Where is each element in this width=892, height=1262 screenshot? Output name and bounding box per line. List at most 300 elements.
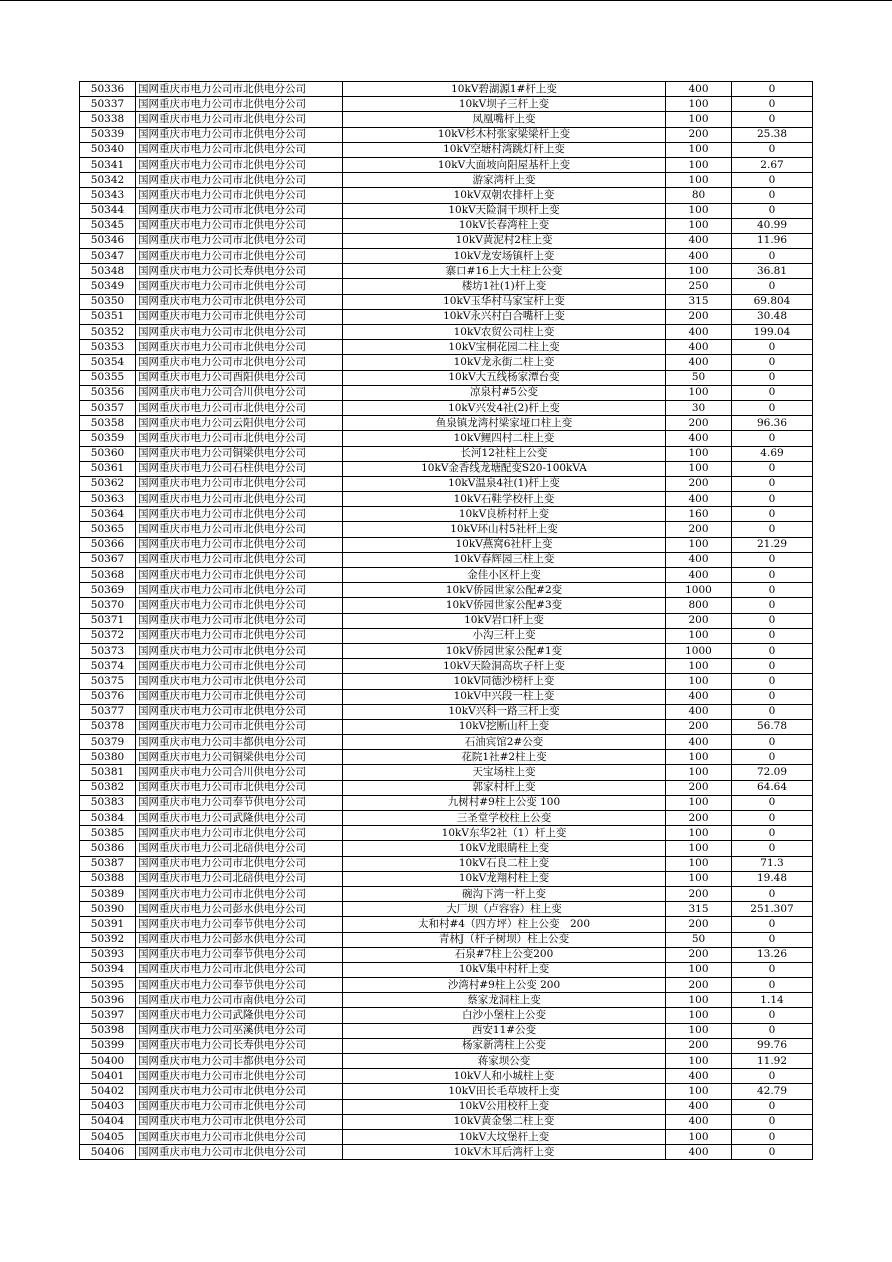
row-company-cell: 国网重庆市电力公司奉节供电分公司 <box>136 947 343 962</box>
row-value-cell: 71.3 <box>732 856 813 871</box>
row-value-cell: 40.99 <box>732 218 813 233</box>
row-transformer-name-cell: 10kV兴发4社(2)杆上变 <box>343 400 666 415</box>
row-value-cell: 0 <box>732 279 813 294</box>
row-value-cell: 0 <box>732 1129 813 1144</box>
row-capacity-cell: 100 <box>666 218 732 233</box>
row-value-cell: 2.67 <box>732 157 813 172</box>
row-company-cell: 国网重庆市电力公司市北供电分公司 <box>136 780 343 795</box>
table-row <box>80 492 813 507</box>
row-company-cell: 国网重庆市电力公司市北供电分公司 <box>136 233 343 248</box>
row-transformer-name-cell: 10kV鲤四村二柱上变 <box>343 431 666 446</box>
table-row <box>80 856 813 871</box>
row-id-cell: 50390 <box>80 902 136 917</box>
row-value-cell: 0 <box>732 583 813 598</box>
row-company-cell: 国网重庆市电力公司市北供电分公司 <box>136 719 343 734</box>
row-capacity-cell: 100 <box>666 142 732 157</box>
row-capacity-cell: 100 <box>666 628 732 643</box>
row-id-cell: 50382 <box>80 780 136 795</box>
row-id-cell: 50366 <box>80 537 136 552</box>
row-capacity-cell: 200 <box>666 476 732 491</box>
row-id-cell: 50383 <box>80 795 136 810</box>
table-row <box>80 613 813 628</box>
row-transformer-name-cell: 10kV龙翔村柱上变 <box>343 871 666 886</box>
table-row <box>80 1145 813 1160</box>
row-capacity-cell: 100 <box>666 795 732 810</box>
row-capacity-cell: 100 <box>666 385 732 400</box>
row-company-cell: 国网重庆市电力公司铜梁供电分公司 <box>136 446 343 461</box>
row-company-cell: 国网重庆市电力公司丰都供电分公司 <box>136 735 343 750</box>
row-company-cell: 国网重庆市电力公司武隆供电分公司 <box>136 1008 343 1023</box>
row-company-cell: 国网重庆市电力公司彭水供电分公司 <box>136 902 343 917</box>
row-capacity-cell: 100 <box>666 1129 732 1144</box>
row-transformer-name-cell: 10kV春辉园三柱上变 <box>343 552 666 567</box>
row-transformer-name-cell: 沙湾村#9柱上公变 200 <box>343 978 666 993</box>
row-id-cell: 50350 <box>80 294 136 309</box>
row-capacity-cell: 200 <box>666 978 732 993</box>
row-capacity-cell: 100 <box>666 871 732 886</box>
row-company-cell: 国网重庆市电力公司市北供电分公司 <box>136 431 343 446</box>
row-capacity-cell: 200 <box>666 917 732 932</box>
row-value-cell: 0 <box>732 643 813 658</box>
row-value-cell: 0 <box>732 962 813 977</box>
row-id-cell: 50389 <box>80 886 136 901</box>
row-transformer-name-cell: 10kV兴科一路三杆上变 <box>343 704 666 719</box>
row-id-cell: 50340 <box>80 142 136 157</box>
row-id-cell: 50369 <box>80 583 136 598</box>
row-id-cell: 50403 <box>80 1099 136 1114</box>
row-company-cell: 国网重庆市电力公司市北供电分公司 <box>136 552 343 567</box>
row-company-cell: 国网重庆市电力公司市北供电分公司 <box>136 309 343 324</box>
row-capacity-cell: 100 <box>666 1008 732 1023</box>
row-company-cell: 国网重庆市电力公司市北供电分公司 <box>136 583 343 598</box>
row-company-cell: 国网重庆市电力公司市北供电分公司 <box>136 97 343 112</box>
row-capacity-cell: 200 <box>666 780 732 795</box>
table-row <box>80 628 813 643</box>
row-company-cell: 国网重庆市电力公司市北供电分公司 <box>136 82 343 97</box>
row-transformer-name-cell: 10kV杉木村张家梁梁杆上变 <box>343 127 666 142</box>
row-id-cell: 50361 <box>80 461 136 476</box>
row-transformer-name-cell: 白沙小堡柱上公变 <box>343 1008 666 1023</box>
table-row <box>80 400 813 415</box>
row-value-cell: 0 <box>732 97 813 112</box>
row-value-cell: 0 <box>732 355 813 370</box>
row-value-cell: 0 <box>732 188 813 203</box>
row-id-cell: 50345 <box>80 218 136 233</box>
row-value-cell: 56.78 <box>732 719 813 734</box>
row-capacity-cell: 200 <box>666 127 732 142</box>
table-row <box>80 1129 813 1144</box>
row-value-cell: 0 <box>732 841 813 856</box>
row-company-cell: 国网重庆市电力公司市北供电分公司 <box>136 203 343 218</box>
row-transformer-name-cell: 石泉#7柱上公变200 <box>343 947 666 962</box>
row-id-cell: 50342 <box>80 173 136 188</box>
table-row <box>80 947 813 962</box>
row-capacity-cell: 800 <box>666 598 732 613</box>
row-capacity-cell: 200 <box>666 1038 732 1053</box>
row-value-cell: 0 <box>732 826 813 841</box>
table-row <box>80 476 813 491</box>
row-value-cell: 0 <box>732 811 813 826</box>
row-transformer-name-cell: 太和村#4（四方坪）柱上公变 200 <box>343 917 666 932</box>
row-value-cell: 72.09 <box>732 765 813 780</box>
table-row <box>80 188 813 203</box>
row-company-cell: 国网重庆市电力公司巫溪供电分公司 <box>136 1023 343 1038</box>
table-row <box>80 674 813 689</box>
row-company-cell: 国网重庆市电力公司市北供电分公司 <box>136 659 343 674</box>
row-value-cell: 0 <box>732 249 813 264</box>
table-row <box>80 218 813 233</box>
table-row <box>80 233 813 248</box>
row-id-cell: 50381 <box>80 765 136 780</box>
row-id-cell: 50372 <box>80 628 136 643</box>
row-company-cell: 国网重庆市电力公司市北供电分公司 <box>136 689 343 704</box>
table-row <box>80 932 813 947</box>
row-company-cell: 国网重庆市电力公司市北供电分公司 <box>136 886 343 901</box>
row-capacity-cell: 315 <box>666 294 732 309</box>
row-company-cell: 国网重庆市电力公司酉阳供电分公司 <box>136 370 343 385</box>
row-transformer-name-cell: 寨口#16上大土柱上公变 <box>343 264 666 279</box>
row-capacity-cell: 400 <box>666 1099 732 1114</box>
row-value-cell: 0 <box>732 674 813 689</box>
row-transformer-name-cell: 杨家新湾柱上公变 <box>343 1038 666 1053</box>
row-id-cell: 50363 <box>80 492 136 507</box>
row-transformer-name-cell: 10kV公用校杆上变 <box>343 1099 666 1114</box>
row-id-cell: 50380 <box>80 750 136 765</box>
table-row <box>80 1069 813 1084</box>
row-value-cell: 0 <box>732 1008 813 1023</box>
row-capacity-cell: 400 <box>666 431 732 446</box>
row-company-cell: 国网重庆市电力公司铜梁供电分公司 <box>136 750 343 765</box>
row-transformer-name-cell: 10kV天险洞干坝杆上变 <box>343 203 666 218</box>
table-row <box>80 461 813 476</box>
row-id-cell: 50367 <box>80 552 136 567</box>
row-transformer-name-cell: 10kV石良二柱上变 <box>343 856 666 871</box>
row-capacity-cell: 250 <box>666 279 732 294</box>
row-value-cell: 0 <box>732 886 813 901</box>
row-value-cell: 0 <box>732 750 813 765</box>
row-id-cell: 50378 <box>80 719 136 734</box>
row-transformer-name-cell: 10kV木耳后湾杆上变 <box>343 1145 666 1160</box>
table-row <box>80 157 813 172</box>
row-capacity-cell: 400 <box>666 233 732 248</box>
table-row <box>80 1038 813 1053</box>
row-transformer-name-cell: 10kV黄金堡二柱上变 <box>343 1114 666 1129</box>
table-row <box>80 142 813 157</box>
table-row <box>80 598 813 613</box>
row-capacity-cell: 400 <box>666 568 732 583</box>
row-value-cell: 0 <box>732 476 813 491</box>
row-transformer-name-cell: 10kV农贸公司柱上变 <box>343 325 666 340</box>
table-row <box>80 1084 813 1099</box>
table-row <box>80 370 813 385</box>
row-company-cell: 国网重庆市电力公司合川供电分公司 <box>136 765 343 780</box>
row-capacity-cell: 400 <box>666 1114 732 1129</box>
row-capacity-cell: 100 <box>666 856 732 871</box>
row-transformer-name-cell: 10kV龙眼睛柱上变 <box>343 841 666 856</box>
table-row <box>80 522 813 537</box>
row-id-cell: 50405 <box>80 1129 136 1144</box>
row-id-cell: 50404 <box>80 1114 136 1129</box>
row-transformer-name-cell: 九树村#9柱上公变 100 <box>343 795 666 810</box>
row-company-cell: 国网重庆市电力公司市北供电分公司 <box>136 476 343 491</box>
row-company-cell: 国网重庆市电力公司市北供电分公司 <box>136 674 343 689</box>
row-capacity-cell: 200 <box>666 719 732 734</box>
row-value-cell: 42.79 <box>732 1084 813 1099</box>
row-id-cell: 50341 <box>80 157 136 172</box>
row-capacity-cell: 100 <box>666 962 732 977</box>
row-transformer-name-cell: 金佳小区杆上变 <box>343 568 666 583</box>
row-value-cell: 0 <box>732 598 813 613</box>
row-company-cell: 国网重庆市电力公司市北供电分公司 <box>136 294 343 309</box>
table-row <box>80 993 813 1008</box>
row-company-cell: 国网重庆市电力公司市北供电分公司 <box>136 628 343 643</box>
row-capacity-cell: 100 <box>666 1054 732 1069</box>
row-id-cell: 50364 <box>80 507 136 522</box>
row-company-cell: 国网重庆市电力公司市北供电分公司 <box>136 340 343 355</box>
table-row <box>80 962 813 977</box>
row-company-cell: 国网重庆市电力公司市南供电分公司 <box>136 993 343 1008</box>
row-value-cell: 0 <box>732 704 813 719</box>
row-id-cell: 50368 <box>80 568 136 583</box>
row-transformer-name-cell: 碗沟下湾一杆上变 <box>343 886 666 901</box>
row-value-cell: 0 <box>732 659 813 674</box>
table-row <box>80 294 813 309</box>
row-value-cell: 19.48 <box>732 871 813 886</box>
row-value-cell: 0 <box>732 932 813 947</box>
row-transformer-name-cell: 鱼泉镇龙湾村梁家垭口柱上变 <box>343 416 666 431</box>
table-row <box>80 689 813 704</box>
row-capacity-cell: 100 <box>666 173 732 188</box>
row-capacity-cell: 160 <box>666 507 732 522</box>
row-capacity-cell: 100 <box>666 1023 732 1038</box>
row-transformer-name-cell: 10kV永兴村白合嘴杆上变 <box>343 309 666 324</box>
row-company-cell: 国网重庆市电力公司长寿供电分公司 <box>136 264 343 279</box>
row-company-cell: 国网重庆市电力公司市北供电分公司 <box>136 537 343 552</box>
row-id-cell: 50393 <box>80 947 136 962</box>
row-transformer-name-cell: 10kV同德沙榜杆上变 <box>343 674 666 689</box>
row-capacity-cell: 100 <box>666 750 732 765</box>
row-value-cell: 0 <box>732 735 813 750</box>
row-capacity-cell: 200 <box>666 309 732 324</box>
row-capacity-cell: 200 <box>666 613 732 628</box>
row-capacity-cell: 100 <box>666 826 732 841</box>
row-id-cell: 50357 <box>80 400 136 415</box>
table-row <box>80 659 813 674</box>
table-row <box>80 309 813 324</box>
row-capacity-cell: 200 <box>666 811 732 826</box>
row-company-cell: 国网重庆市电力公司市北供电分公司 <box>136 112 343 127</box>
row-company-cell: 国网重庆市电力公司市北供电分公司 <box>136 249 343 264</box>
table-row <box>80 765 813 780</box>
row-transformer-name-cell: 10kV侨园世家公配#1变 <box>343 643 666 658</box>
row-id-cell: 50399 <box>80 1038 136 1053</box>
row-transformer-name-cell: 花院1社#2柱上变 <box>343 750 666 765</box>
row-value-cell: 25.38 <box>732 127 813 142</box>
row-company-cell: 国网重庆市电力公司市北供电分公司 <box>136 355 343 370</box>
row-transformer-name-cell: 10kV温泉4社(1)杆上变 <box>343 476 666 491</box>
table-row <box>80 704 813 719</box>
row-transformer-name-cell: 10kV碧湖源1#杆上变 <box>343 82 666 97</box>
row-company-cell: 国网重庆市电力公司市北供电分公司 <box>136 218 343 233</box>
table-row <box>80 355 813 370</box>
row-id-cell: 50402 <box>80 1084 136 1099</box>
row-value-cell: 0 <box>732 1145 813 1160</box>
row-transformer-name-cell: 长河12社柱上公变 <box>343 446 666 461</box>
row-value-cell: 0 <box>732 431 813 446</box>
row-value-cell: 0 <box>732 82 813 97</box>
row-value-cell: 0 <box>732 568 813 583</box>
row-transformer-name-cell: 10kV大面坡向阳屋基杆上变 <box>343 157 666 172</box>
row-transformer-name-cell: 10kV人和小城柱上变 <box>343 1069 666 1084</box>
row-id-cell: 50336 <box>80 82 136 97</box>
row-transformer-name-cell: 青林J（杆子树坝）柱上公变 <box>343 932 666 947</box>
row-value-cell: 0 <box>732 173 813 188</box>
row-id-cell: 50339 <box>80 127 136 142</box>
row-capacity-cell: 400 <box>666 552 732 567</box>
row-id-cell: 50386 <box>80 841 136 856</box>
table-row <box>80 97 813 112</box>
row-id-cell: 50397 <box>80 1008 136 1023</box>
row-transformer-name-cell: 凉泉村#5公变 <box>343 385 666 400</box>
row-company-cell: 国网重庆市电力公司市北供电分公司 <box>136 704 343 719</box>
row-transformer-name-cell: 10kV龙永街二柱上变 <box>343 355 666 370</box>
row-id-cell: 50362 <box>80 476 136 491</box>
transformer-table-body <box>80 82 813 1160</box>
row-capacity-cell: 100 <box>666 446 732 461</box>
table-row <box>80 264 813 279</box>
row-transformer-name-cell: 三圣堂学校柱上公变 <box>343 811 666 826</box>
row-id-cell: 50391 <box>80 917 136 932</box>
row-company-cell: 国网重庆市电力公司彭水供电分公司 <box>136 932 343 947</box>
row-id-cell: 50385 <box>80 826 136 841</box>
row-id-cell: 50352 <box>80 325 136 340</box>
row-value-cell: 0 <box>732 385 813 400</box>
row-company-cell: 国网重庆市电力公司云阳供电分公司 <box>136 416 343 431</box>
row-transformer-name-cell: 10kV良桥村杆上变 <box>343 507 666 522</box>
row-id-cell: 50358 <box>80 416 136 431</box>
row-transformer-name-cell: 10kV田长毛草坡杆上变 <box>343 1084 666 1099</box>
row-value-cell: 199.04 <box>732 325 813 340</box>
row-id-cell: 50344 <box>80 203 136 218</box>
row-id-cell: 50398 <box>80 1023 136 1038</box>
table-row <box>80 917 813 932</box>
row-id-cell: 50373 <box>80 643 136 658</box>
table-row <box>80 735 813 750</box>
row-company-cell: 国网重庆市电力公司武隆供电分公司 <box>136 811 343 826</box>
row-company-cell: 国网重庆市电力公司市北供电分公司 <box>136 492 343 507</box>
row-value-cell: 0 <box>732 689 813 704</box>
row-transformer-name-cell: 蔡家龙洞柱上变 <box>343 993 666 1008</box>
row-id-cell: 50353 <box>80 340 136 355</box>
row-company-cell: 国网重庆市电力公司长寿供电分公司 <box>136 1038 343 1053</box>
row-capacity-cell: 400 <box>666 355 732 370</box>
row-transformer-name-cell: 石油宾馆2#公变 <box>343 735 666 750</box>
row-capacity-cell: 100 <box>666 157 732 172</box>
row-company-cell: 国网重庆市电力公司市北供电分公司 <box>136 325 343 340</box>
table-row <box>80 552 813 567</box>
row-company-cell: 国网重庆市电力公司市北供电分公司 <box>136 598 343 613</box>
row-value-cell: 11.96 <box>732 233 813 248</box>
row-id-cell: 50395 <box>80 978 136 993</box>
row-company-cell: 国网重庆市电力公司市北供电分公司 <box>136 1084 343 1099</box>
row-capacity-cell: 400 <box>666 735 732 750</box>
row-capacity-cell: 100 <box>666 1084 732 1099</box>
row-company-cell: 国网重庆市电力公司市北供电分公司 <box>136 568 343 583</box>
row-value-cell: 0 <box>732 400 813 415</box>
table-row <box>80 902 813 917</box>
row-company-cell: 国网重庆市电力公司市北供电分公司 <box>136 1069 343 1084</box>
row-id-cell: 50347 <box>80 249 136 264</box>
row-transformer-name-cell: 小沟三杆上变 <box>343 628 666 643</box>
table-row <box>80 568 813 583</box>
table-row <box>80 1099 813 1114</box>
row-transformer-name-cell: 10kV集中村杆上变 <box>343 962 666 977</box>
row-value-cell: 0 <box>732 1114 813 1129</box>
row-transformer-name-cell: 10kV侨园世家公配#2变 <box>343 583 666 598</box>
row-id-cell: 50384 <box>80 811 136 826</box>
row-id-cell: 50371 <box>80 613 136 628</box>
row-value-cell: 0 <box>732 1069 813 1084</box>
row-capacity-cell: 400 <box>666 249 732 264</box>
row-transformer-name-cell: 10kV黄泥村2柱上变 <box>343 233 666 248</box>
row-id-cell: 50396 <box>80 993 136 1008</box>
table-row <box>80 340 813 355</box>
row-capacity-cell: 100 <box>666 264 732 279</box>
row-company-cell: 国网重庆市电力公司市北供电分公司 <box>136 856 343 871</box>
table-row <box>80 507 813 522</box>
row-id-cell: 50388 <box>80 871 136 886</box>
row-id-cell: 50377 <box>80 704 136 719</box>
row-transformer-name-cell: 10kV宝桐花园二柱上变 <box>343 340 666 355</box>
row-transformer-name-cell: 10kV东华2社（1）杆上变 <box>343 826 666 841</box>
row-id-cell: 50406 <box>80 1145 136 1160</box>
row-company-cell: 国网重庆市电力公司市北供电分公司 <box>136 1114 343 1129</box>
row-company-cell: 国网重庆市电力公司北碚供电分公司 <box>136 871 343 886</box>
page-top-rule <box>0 0 892 1</box>
row-value-cell: 36.81 <box>732 264 813 279</box>
row-id-cell: 50346 <box>80 233 136 248</box>
row-id-cell: 50351 <box>80 309 136 324</box>
table-row <box>80 841 813 856</box>
row-company-cell: 国网重庆市电力公司市北供电分公司 <box>136 1099 343 1114</box>
row-id-cell: 50374 <box>80 659 136 674</box>
row-company-cell: 国网重庆市电力公司奉节供电分公司 <box>136 795 343 810</box>
row-capacity-cell: 100 <box>666 203 732 218</box>
row-company-cell: 国网重庆市电力公司市北供电分公司 <box>136 1129 343 1144</box>
table-row <box>80 431 813 446</box>
row-transformer-name-cell: 10kV侨园世家公配#3变 <box>343 598 666 613</box>
row-transformer-name-cell: 大厂坝（卢容容）柱上变 <box>343 902 666 917</box>
row-company-cell: 国网重庆市电力公司北碚供电分公司 <box>136 841 343 856</box>
row-company-cell: 国网重庆市电力公司市北供电分公司 <box>136 157 343 172</box>
row-transformer-name-cell: 10kV天险洞高坎子杆上变 <box>343 659 666 674</box>
row-capacity-cell: 80 <box>666 188 732 203</box>
row-capacity-cell: 200 <box>666 886 732 901</box>
row-id-cell: 50349 <box>80 279 136 294</box>
row-id-cell: 50370 <box>80 598 136 613</box>
table-row <box>80 780 813 795</box>
row-transformer-name-cell: 10kV岩口杆上变 <box>343 613 666 628</box>
row-id-cell: 50359 <box>80 431 136 446</box>
row-id-cell: 50392 <box>80 932 136 947</box>
row-transformer-name-cell: 10kV燕窝6社杆上变 <box>343 537 666 552</box>
table-row <box>80 1054 813 1069</box>
row-id-cell: 50356 <box>80 385 136 400</box>
transformer-table <box>79 81 813 1160</box>
row-company-cell: 国网重庆市电力公司奉节供电分公司 <box>136 917 343 932</box>
table-row <box>80 795 813 810</box>
table-row <box>80 583 813 598</box>
